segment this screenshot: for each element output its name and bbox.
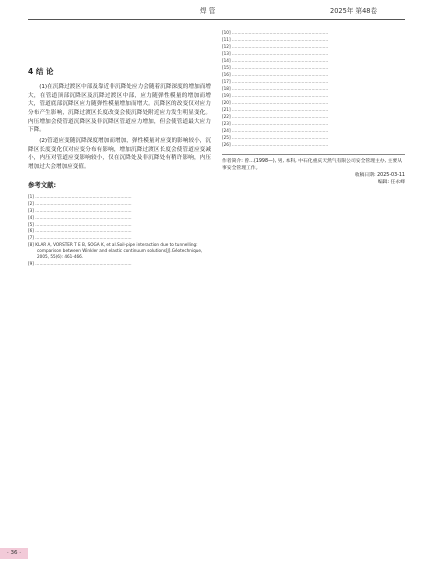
reference-item: [26] …………………………………………………………… bbox=[222, 141, 329, 147]
author-bio: 作者简介: 曾…(1998—), 男, 本科, 中石化重庆天然气有限公司安全管理主办, 主要从事安全管理工作。 bbox=[222, 158, 402, 171]
reference-item: [10] …………………………………………………………… bbox=[222, 30, 329, 35]
received-date: 收稿日期: 2025-03-11 bbox=[354, 172, 405, 178]
left-column bbox=[28, 30, 211, 268]
reference-item: [9] …………………………………………………………… bbox=[28, 261, 132, 267]
reference-item: [4] …………………………………………………………… bbox=[28, 214, 132, 220]
reference-item: [7] …………………………………………………………… bbox=[28, 235, 132, 241]
reference-item: [24] …………………………………………………………… bbox=[222, 127, 329, 133]
reference-item: [18] …………………………………………………………… bbox=[222, 85, 329, 91]
page-number: · 36 · bbox=[0, 548, 28, 559]
running-header bbox=[0, 5, 427, 19]
right-column bbox=[222, 30, 405, 186]
editor: 编辑: 任永峰 bbox=[377, 180, 405, 186]
reference-item: [11] …………………………………………………………… bbox=[222, 36, 329, 42]
conclusion-paragraph-1: (1)在沉降过渡区中部及靠近非沉降处应力会随着沉降深度的增加而增大，在管道顶部沉降区及沉降过渡区中部，应力随弹性模量的增加而增大，管道底部沉降区应力随弹性模量增加而增大。沉降区的改变仅对应力分布产生影响，沉降过渡区长度改变会使沉降处附近应力发生明显变化。内压增加会使管道沉降区及非沉降区管道应力增加，但会使管道最大应力下降。 bbox=[28, 84, 211, 134]
reference-item: [21] …………………………………………………………… bbox=[222, 106, 329, 112]
reference-item: [25] …………………………………………………………… bbox=[222, 134, 329, 140]
reference-item: [13] …………………………………………………………… bbox=[222, 50, 329, 56]
section-title: 4 结 论 bbox=[28, 67, 54, 76]
reference-item: [6] …………………………………………………………… bbox=[28, 228, 132, 234]
reference-item: [16] …………………………………………………………… bbox=[222, 71, 329, 77]
reference-item: [23] …………………………………………………………… bbox=[222, 120, 329, 126]
reference-item: [19] …………………………………………………………… bbox=[222, 92, 329, 98]
reference-item: [3] …………………………………………………………… bbox=[28, 207, 132, 213]
reference-item: [5] …………………………………………………………… bbox=[28, 221, 132, 227]
journal-name: 焊 管 bbox=[200, 7, 216, 15]
author-note bbox=[222, 154, 405, 187]
reference-item: [14] …………………………………………………………… bbox=[222, 57, 329, 63]
reference-item: [2] …………………………………………………………… bbox=[28, 200, 132, 206]
reference-list-left bbox=[28, 194, 211, 267]
reference-item: [15] …………………………………………………………… bbox=[222, 64, 329, 70]
year-issue: 2025年 第48卷 bbox=[330, 7, 378, 15]
reference-list-right bbox=[222, 30, 405, 148]
reference-item: [12] …………………………………………………………… bbox=[222, 43, 329, 49]
references-title: 参考文献: bbox=[28, 180, 57, 189]
reference-item: [17] …………………………………………………………… bbox=[222, 78, 329, 84]
reference-item: [22] …………………………………………………………… bbox=[222, 113, 329, 119]
reference-item: [8] KLAR A, VORSTER T E B, SOGA K, et al.Soil-pipe interaction due to tunnelling: comparison between Winkler and elastic continuum solutions[J].Géotechnique, 2005, 55(6): 461-466. bbox=[28, 242, 203, 260]
header-rule bbox=[28, 19, 405, 20]
reference-item: [20] …………………………………………………………… bbox=[222, 99, 329, 105]
conclusion-paragraph-2: (2)管道应变随沉降深度增加而增加，弹性模量对应变的影响较小，沉降区长度变化仅对应变分布有影响，增加沉降过渡区长度会使管道应变减小，内压对管道应变影响较小，仅在沉降处及非沉降处有稍许影响，内压增加过大会增加应变值。 bbox=[28, 137, 211, 170]
reference-item: [1] …………………………………………………………… bbox=[28, 193, 132, 199]
